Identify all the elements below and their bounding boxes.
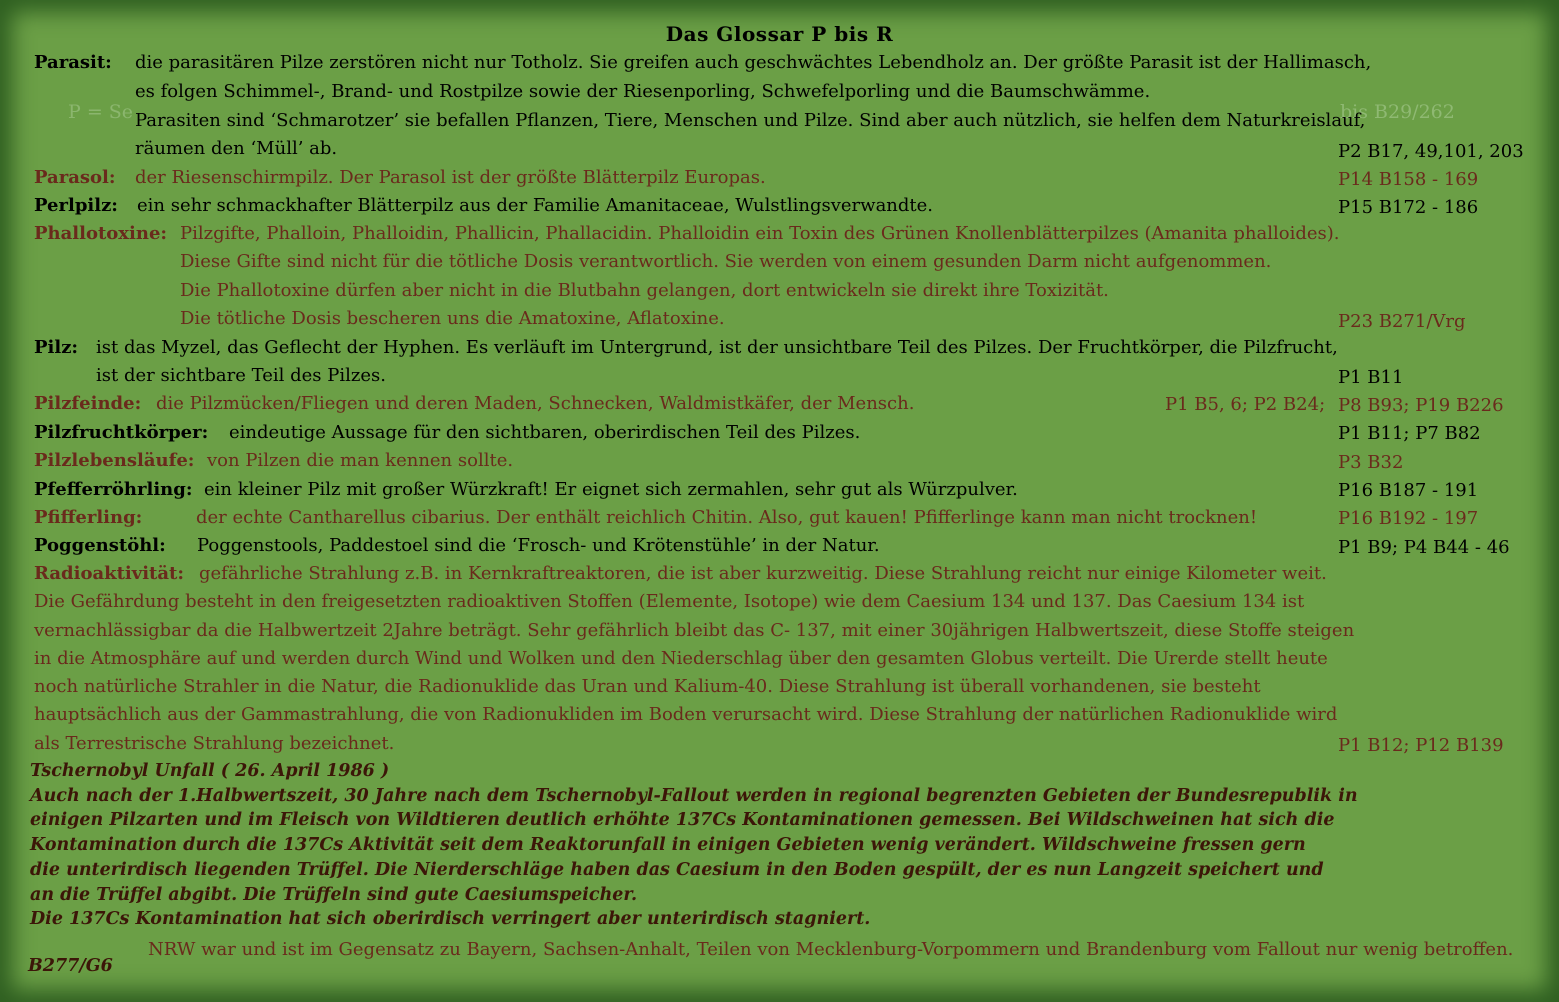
term-parasol: Parasol:	[34, 167, 116, 188]
radioaktivitaet-line-6: hauptsächlich aus der Gammastrahlung, die von Radionukliden im Boden verursacht wird. Diese Strahlung der natürlichen Radionuklide wird	[34, 704, 1338, 725]
tschernobyl-line-1: Auch nach der 1.Halbwertszeit, 30 Jahre nach dem Tschernobyl-Fallout werden in regional begrenzten Gebieten der Bundesrepublik in	[30, 786, 1358, 806]
term-pilz: Pilz:	[34, 337, 79, 358]
tschernobyl-line-3: Kontamination durch die 137Cs Aktivität seit dem Reaktorunfall in einigen Gebieten wenig verändert. Wildschweine fressen gern	[30, 835, 1306, 855]
radioaktivitaet-line-3: vernachlässigbar da die Halbwertzeit 2Jahre beträgt. Sehr gefährlich bleibt das C- 137, mit einer 30jährigen Halbwertszeit, diese Stoffe steigen	[34, 620, 1355, 641]
pilzfruchtkoerper-ref: P1 B11; P7 B82	[1338, 423, 1481, 444]
pfifferling-text: der echte Cantharellus cibarius. Der enthält reichlich Chitin. Also, gut kauen! Pfifferlinge kann man nicht trocknen!	[196, 507, 1258, 528]
term-phallotoxine: Phallotoxine:	[34, 223, 168, 244]
term-parasit: Parasit:	[34, 52, 112, 73]
tschernobyl-line-4: die unterirdisch liegenden Trüffel. Die Nierderschläge haben das Caesium in den Boden gespült, der es nun Langzeit speichert und	[30, 860, 1324, 880]
perlpilz-ref: P15 B172 - 186	[1338, 197, 1479, 218]
parasit-line-2: es folgen Schimmel-, Brand- und Rostpilze sowie der Riesenporling, Schwefelporling und die Baumschwämme.	[135, 81, 1151, 102]
tschernobyl-line-2: einigen Pilzarten und im Fleisch von Wildtieren deutlich erhöhte 137Cs Kontaminationen gemessen. Bei Wildschweinen hat sich die	[30, 810, 1335, 830]
pilz-ref: P1 B11	[1338, 367, 1404, 388]
pilzlebenslaeufe-ref: P3 B32	[1338, 452, 1404, 473]
phallotoxine-line-1: Pilzgifte, Phalloin, Phalloidin, Phallicin, Phallacidin. Phalloidin ein Toxin des Grünen Knollenblätterpilzes (Amanita phalloides).	[180, 223, 1340, 244]
pilz-line-2: ist der sichtbare Teil des Pilzes.	[96, 365, 386, 386]
radioaktivitaet-line-1: gefährliche Strahlung z.B. in Kernkraftreaktoren, die ist aber kurzweitig. Diese Strahlung reicht nur einige Kilometer weit.	[199, 563, 1327, 584]
pilzfeinde-text: die Pilzmücken/Fliegen und deren Maden, Schnecken, Waldmistkäfer, der Mensch.	[156, 393, 915, 414]
footer-nrw-text: NRW war und ist im Gegensatz zu Bayern, Sachsen-Anhalt, Teilen von Mecklenburg-Vorpommern und Brandenburg vom Fallout nur wenig betroffen.	[148, 939, 1514, 960]
parasit-line-1: die parasitären Pilze zerstören nicht nur Totholz. Sie greifen auch geschwächtes Lebendholz an. Der größte Parasit ist der Hallimasch,	[135, 52, 1372, 73]
term-perlpilz: Perlpilz:	[34, 195, 118, 216]
ghost-text-right: bis B29/262	[1340, 101, 1455, 123]
radioaktivitaet-line-2: Die Gefährdung besteht in den freigesetzten radioaktiven Stoffen (Elemente, Isotope) wie dem Caesium 134 und 137. Das Caesium 134 ist	[34, 591, 1305, 612]
poggenstoehl-text: Poggenstools, Paddestoel sind die ‘Frosch- und Krötenstühle’ in der Natur.	[197, 535, 880, 556]
tschernobyl-line-6: Die 137Cs Kontamination hat sich oberirdisch verringert aber unterirdisch stagniert.	[30, 909, 871, 929]
pilzlebenslaeufe-text: von Pilzen die man kennen sollte.	[207, 450, 514, 471]
pilz-line-1: ist das Myzel, das Geflecht der Hyphen. Es verläuft im Untergrund, ist der unsichtbare Teil des Pilzes. Der Fruchtkörper, die Pilzfrucht,	[96, 337, 1338, 358]
pfefferroehrling-text: ein kleiner Pilz mit großer Würzkraft! Er eignet sich zermahlen, sehr gut als Würzpulver.	[204, 479, 1018, 500]
term-poggenstoehl: Poggenstöhl:	[34, 535, 166, 556]
term-pilzlebenslaeufe: Pilzlebensläufe:	[34, 450, 195, 471]
term-radioaktivitaet: Radioaktivität:	[34, 563, 184, 584]
perlpilz-text: ein sehr schmackhafter Blätterpilz aus der Familie Amanitaceae, Wulstlingsverwandte.	[137, 195, 934, 216]
radioaktivitaet-line-7: als Terrestrische Strahlung bezeichnet.	[34, 733, 395, 754]
tschernobyl-heading: Tschernobyl Unfall ( 26. April 1986 )	[30, 761, 390, 781]
parasol-ref: P14 B158 - 169	[1338, 169, 1479, 190]
phallotoxine-line-3: Die Phallotoxine dürfen aber nicht in die Blutbahn gelangen, dort entwickeln sie direkt ihre Toxizität.	[180, 280, 1109, 301]
radioaktivitaet-line-5: noch natürliche Strahler in die Natur, die Radionuklide das Uran und Kalium-40. Diese Strahlung ist überall vorhandenen, sie besteht	[34, 676, 1261, 697]
page-title: Das Glossar P bis R	[665, 22, 894, 46]
footer-ref: B277/G6	[28, 956, 113, 976]
parasit-ref: P2 B17, 49,101, 203	[1338, 141, 1524, 162]
phallotoxine-line-2: Diese Gifte sind nicht für die tötliche Dosis verantwortlich. Sie werden von einem gesunden Darm nicht aufgenommen.	[180, 251, 1272, 272]
tschernobyl-line-5: an die Trüffel abgibt. Die Trüffeln sind gute Caesiumspeicher.	[30, 885, 638, 905]
ghost-text-left: P = Se	[68, 101, 134, 123]
radioaktivitaet-line-4: in die Atmosphäre auf und werden durch Wind und Wolken und den Niederschlag über den gesamten Globus verteilt. Die Urerde stellt heute	[34, 648, 1328, 669]
poggenstoehl-ref: P1 B9; P4 B44 - 46	[1338, 537, 1510, 558]
term-pilzfruchtkoerper: Pilzfruchtkörper:	[34, 422, 209, 443]
parasit-line-4: räumen den ‘Müll’ ab.	[135, 138, 338, 159]
pfifferling-ref: P16 B192 - 197	[1338, 508, 1479, 529]
pfefferroehrling-ref: P16 B187 - 191	[1338, 480, 1479, 501]
parasit-line-3: Parasiten sind ‘Schmarotzer’ sie befallen Pflanzen, Tiere, Menschen und Pilze. Sind aber auch nützlich, sie helfen dem Naturkreislauf,	[135, 110, 1366, 131]
term-pilzfeinde: Pilzfeinde:	[34, 393, 142, 414]
pilzfeinde-ref-inline: P1 B5, 6; P2 B24;	[1165, 394, 1326, 415]
pilzfeinde-ref: P8 B93; P19 B226	[1338, 395, 1504, 416]
radioaktivitaet-ref: P1 B12; P12 B139	[1338, 735, 1504, 756]
term-pfefferroehrling: Pfefferröhrling:	[34, 479, 193, 500]
phallotoxine-line-4: Die tötliche Dosis bescheren uns die Amatoxine, Aflatoxine.	[180, 308, 725, 329]
pilzfruchtkoerper-text: eindeutige Aussage für den sichtbaren, oberirdischen Teil des Pilzes.	[229, 422, 861, 443]
phallotoxine-ref: P23 B271/Vrg	[1338, 311, 1466, 332]
parasol-text: der Riesenschirmpilz. Der Parasol ist der größte Blätterpilz Europas.	[135, 167, 766, 188]
term-pfifferling: Pfifferling:	[34, 507, 143, 528]
